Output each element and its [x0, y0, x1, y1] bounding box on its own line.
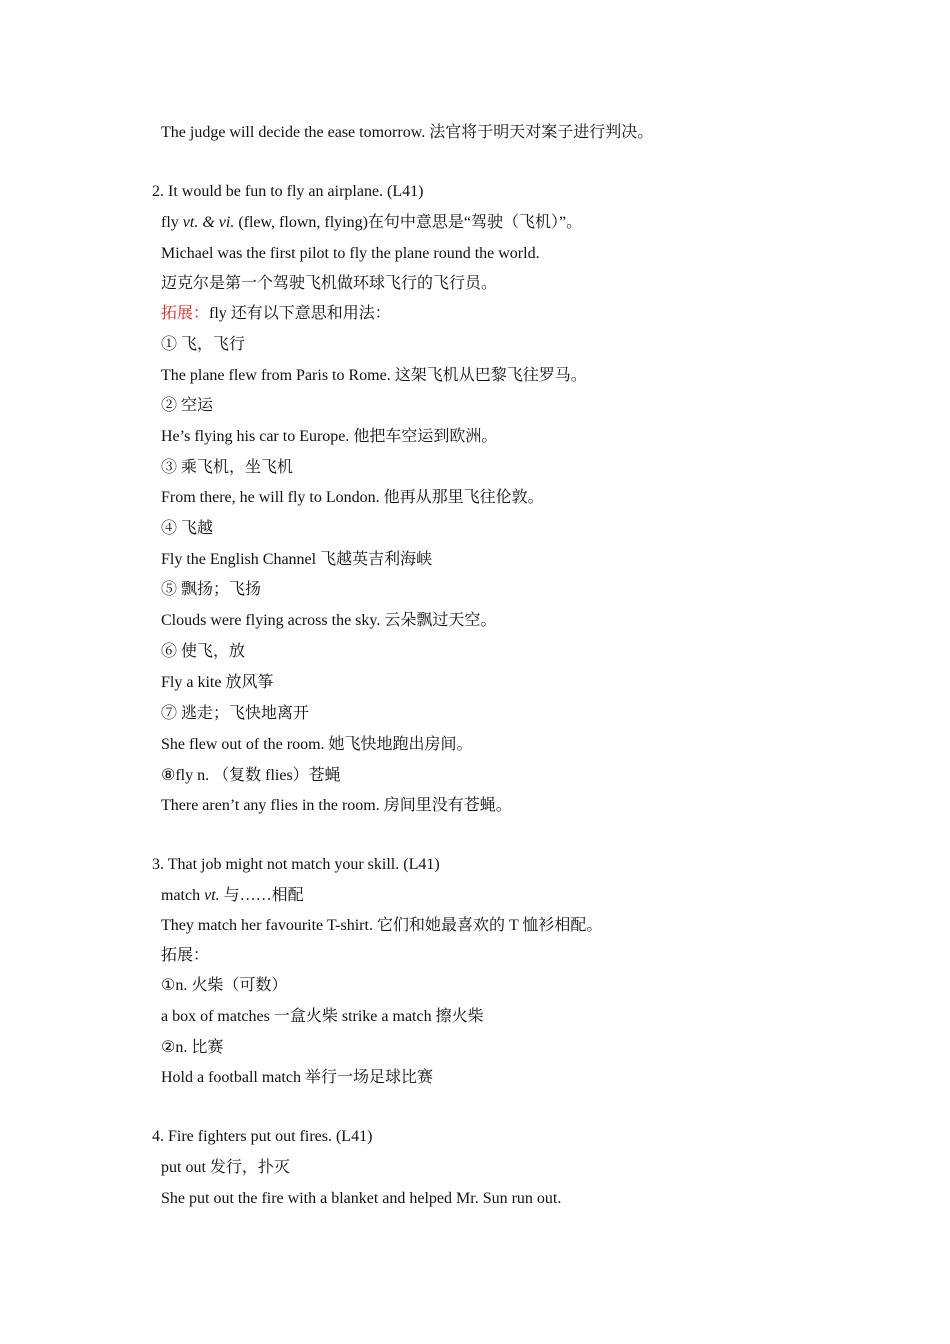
meaning-label: ② 空运	[161, 397, 214, 414]
meaning-example: Fly a kite 放风筝	[161, 674, 274, 691]
section-3-extension-label: 拓展：	[161, 947, 210, 964]
definition-word: match	[161, 887, 205, 904]
meaning-label: ④ 飞越	[161, 520, 214, 537]
meaning-label: ⑥ 使飞，放	[161, 643, 246, 660]
section-4-heading: 4. Fire fighters put out fires. (L41)	[152, 1128, 373, 1145]
definition-word: fly	[161, 214, 183, 231]
section-3-example: They match her favourite T-shirt. 它们和她最喜欢的 T 恤衫相配。	[161, 917, 603, 934]
meaning-label: ⑧fly n. （复数 flies）苍蝇	[161, 767, 341, 784]
meaning-example: a box of matches 一盒火柴 strike a match 擦火柴	[161, 1008, 484, 1025]
meaning-example: She flew out of the room. 她飞快地跑出房间。	[161, 736, 473, 753]
section-2-extension	[161, 304, 391, 324]
part-of-speech: vt. & vi.	[182, 214, 235, 231]
section-2-heading: 2. It would be fun to fly an airplane. (L41)	[152, 183, 424, 200]
meaning-example: Hold a football match 举行一场足球比赛	[161, 1069, 433, 1086]
meaning-label: ③ 乘飞机，坐飞机	[161, 459, 294, 476]
section-4-definition: put out 发行，扑灭	[161, 1159, 290, 1176]
meaning-example: He’s flying his car to Europe. 他把车空运到欧洲。	[161, 428, 498, 445]
section-2-example-en: Michael was the first pilot to fly the plane round the world.	[161, 245, 540, 262]
intro-example: The judge will decide the ease tomorrow. 法官将于明天对案子进行判决。	[161, 124, 654, 141]
section-2-definition	[161, 213, 582, 233]
definition-text: (flew, flown, flying)在句中意思是“驾驶（飞机）”。	[234, 214, 583, 231]
meaning-label: ②n. 比赛	[161, 1039, 224, 1056]
extension-text: fly 还有以下意思和用法：	[209, 305, 391, 322]
extension-label: 拓展：	[161, 305, 210, 322]
meaning-example: The plane flew from Paris to Rome. 这架飞机从巴黎飞往罗马。	[161, 367, 587, 384]
meaning-example: From there, he will fly to London. 他再从那里飞往伦敦。	[161, 489, 544, 506]
definition-text: 与……相配	[219, 887, 304, 904]
meaning-example: There aren’t any flies in the room. 房间里没有苍蝇。	[161, 797, 512, 814]
meaning-label: ⑤ 飘扬；飞扬	[161, 581, 262, 598]
meaning-example: Fly the English Channel 飞越英吉利海峡	[161, 551, 433, 568]
section-2-example-zh: 迈克尔是第一个驾驶飞机做环球飞行的飞行员。	[161, 275, 498, 292]
meaning-label: ① 飞，飞行	[161, 336, 246, 353]
meaning-label: ①n. 火柴（可数）	[161, 977, 288, 994]
section-3-definition	[161, 886, 304, 906]
meaning-label: ⑦ 逃走；飞快地离开	[161, 705, 310, 722]
part-of-speech: vt.	[204, 887, 220, 904]
meaning-example: Clouds were flying across the sky. 云朵飘过天空。	[161, 612, 497, 629]
section-4-example: She put out the fire with a blanket and helped Mr. Sun run out.	[161, 1190, 562, 1207]
section-3-heading: 3. That job might not match your skill. (L41)	[152, 856, 440, 873]
